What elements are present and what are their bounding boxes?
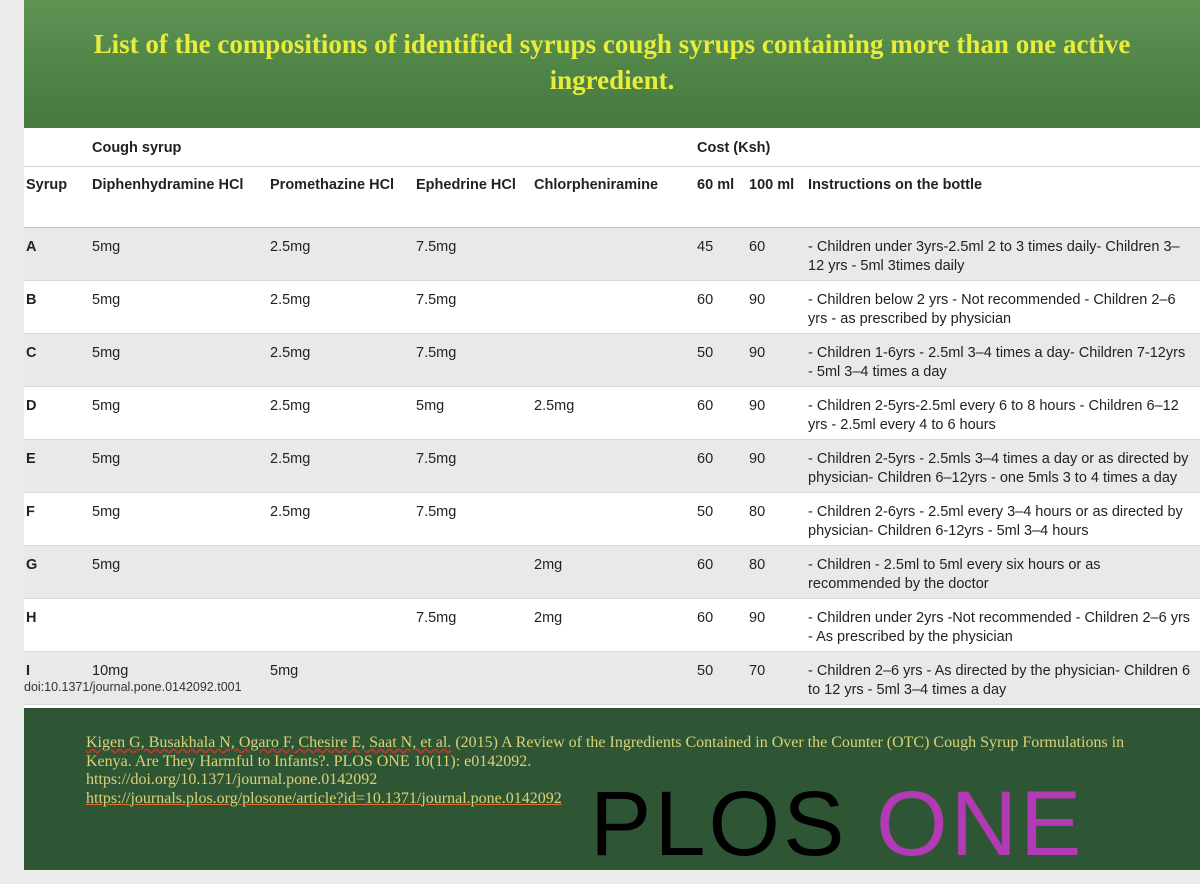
cell-instructions: - Children 2–6 yrs - As directed by the physician- Children 6 to 12 yrs - 5ml 3–4 times a day	[808, 663, 1191, 698]
slide-title: List of the compositions of identified syrups cough syrups containing more than one active ingredient.	[93, 29, 1131, 95]
cell-cost-60ml: 50	[697, 345, 714, 361]
cell-promethazine: 2.5mg	[270, 451, 311, 467]
cell-cost-100ml: 90	[749, 610, 766, 626]
cell-diphenhydramine	[92, 599, 270, 652]
cell-promethazine: 2.5mg	[270, 292, 311, 308]
cell-promethazine: 5mg	[270, 663, 299, 679]
plos-one-logo	[590, 773, 1085, 875]
cell-diphenhydramine: 5mg	[92, 451, 121, 467]
table-row	[24, 281, 1200, 334]
column-header-ephedrine: Ephedrine HCl	[416, 177, 516, 193]
cell-cost-60ml: 45	[697, 239, 714, 255]
column-header-cost-60ml: 60 ml	[697, 177, 735, 193]
cell-cost-100ml: 60	[749, 239, 766, 255]
cell-ephedrine: 7.5mg	[416, 504, 457, 520]
cell-chlorpheniramine	[534, 281, 697, 334]
cell-syrup: E	[26, 451, 36, 467]
cell-diphenhydramine: 5mg	[92, 345, 121, 361]
cell-syrup: B	[26, 292, 37, 308]
cell-syrup: I	[26, 663, 31, 679]
cell-ephedrine	[416, 546, 534, 599]
cell-cost-100ml: 90	[749, 451, 766, 467]
cell-cost-100ml: 80	[749, 557, 766, 573]
cell-cost-60ml: 60	[697, 610, 714, 626]
cell-diphenhydramine: 5mg	[92, 504, 121, 520]
cell-syrup: C	[26, 345, 37, 361]
group-header-cost: Cost (Ksh)	[697, 140, 771, 156]
cell-cost-100ml: 90	[749, 345, 766, 361]
cell-cost-100ml: 90	[749, 292, 766, 308]
table-row	[24, 493, 1200, 546]
cell-syrup: D	[26, 398, 37, 414]
table-row	[24, 599, 1200, 652]
cell-promethazine: 2.5mg	[270, 504, 311, 520]
column-header-instructions: Instructions on the bottle	[808, 177, 983, 193]
cell-syrup: H	[26, 610, 37, 626]
cell-promethazine	[270, 599, 416, 652]
table-doi: doi:10.1371/journal.pone.0142092.t001	[24, 680, 242, 694]
cell-instructions: - Children under 3yrs-2.5ml 2 to 3 times daily- Children 3–12 yrs - 5ml 3times daily	[808, 239, 1180, 274]
cell-chlorpheniramine	[534, 334, 697, 387]
cell-syrup: G	[26, 557, 38, 573]
cell-instructions: - Children under 2yrs -Not recommended - Children 2–6 yrs - As prescribed by the physician	[808, 610, 1191, 645]
cell-cost-100ml: 70	[749, 663, 766, 679]
column-header-syrup: Syrup	[26, 177, 68, 193]
cell-chlorpheniramine: 2.5mg	[534, 398, 575, 414]
logo-part-one: ONE	[876, 773, 1085, 875]
cell-instructions: - Children 2-5yrs-2.5ml every 6 to 8 hours - Children 6–12 yrs - 2.5ml every 4 to 6 hours	[808, 398, 1179, 433]
cell-promethazine: 2.5mg	[270, 398, 311, 414]
cell-instructions: - Children 2-5yrs - 2.5mls 3–4 times a day or as directed by physician- Children 6–12yrs - one 5mls 3 to 4 times a day	[808, 451, 1189, 486]
table-row	[24, 546, 1200, 599]
citation-footer	[24, 708, 1200, 875]
cell-ephedrine	[416, 652, 534, 705]
cell-cost-100ml: 80	[749, 504, 766, 520]
cell-cost-60ml: 60	[697, 398, 714, 414]
cell-chlorpheniramine	[534, 493, 697, 546]
cell-chlorpheniramine	[534, 652, 697, 705]
cell-diphenhydramine: 5mg	[92, 557, 121, 573]
citation-doi-url[interactable]: https://doi.org/10.1371/journal.pone.0142092	[86, 771, 378, 788]
column-header-row	[24, 167, 1200, 228]
cell-chlorpheniramine	[534, 440, 697, 493]
column-header-promethazine: Promethazine HCl	[270, 177, 395, 193]
cell-instructions: - Children - 2.5ml to 5ml every six hours or as recommended by the doctor	[808, 557, 1101, 592]
cell-diphenhydramine: 5mg	[92, 398, 121, 414]
table-row	[24, 440, 1200, 493]
table-row	[24, 387, 1200, 440]
cell-cost-60ml: 60	[697, 557, 714, 573]
citation-body: (2015) A Review of the Ingredients Contained in Over the Counter (OTC) Cough Syrup Formulations in Kenya. Are They Harmful to Infants?. PLOS ONE 10(11): e0142092.	[86, 734, 1125, 770]
title-banner	[24, 0, 1200, 128]
column-header-cost-100ml: 100 ml	[749, 177, 795, 193]
cell-cost-60ml: 50	[697, 504, 714, 520]
slide	[24, 0, 1200, 875]
cell-ephedrine: 7.5mg	[416, 451, 457, 467]
cell-diphenhydramine: 5mg	[92, 292, 121, 308]
cell-instructions: - Children below 2 yrs - Not recommended - Children 2–6 yrs - as prescribed by physician	[808, 292, 1176, 327]
cell-chlorpheniramine	[534, 228, 697, 281]
cell-promethazine	[270, 546, 416, 599]
cell-ephedrine: 7.5mg	[416, 239, 457, 255]
column-header-diphenhydramine: Diphenhydramine HCl	[92, 177, 244, 193]
cell-instructions: - Children 1-6yrs - 2.5ml 3–4 times a day- Children 7-12yrs - 5ml 3–4 times a day	[808, 345, 1186, 380]
cell-ephedrine: 7.5mg	[416, 345, 457, 361]
logo-part-plos: PLOS	[590, 773, 848, 875]
group-header-cough-syrup: Cough syrup	[92, 140, 182, 156]
cell-instructions: - Children 2-6yrs - 2.5ml every 3–4 hours or as directed by physician- Children 6-12yrs - 5ml 3–4 hours	[808, 504, 1183, 539]
cell-cost-60ml: 60	[697, 451, 714, 467]
composition-table	[24, 128, 1200, 705]
table-row	[24, 652, 1200, 705]
cell-ephedrine: 7.5mg	[416, 292, 457, 308]
column-header-chlorpheniramine: Chlorpheniramine	[534, 177, 659, 193]
cell-cost-60ml: 60	[697, 292, 714, 308]
cell-cost-60ml: 50	[697, 663, 714, 679]
cell-promethazine: 2.5mg	[270, 239, 311, 255]
cell-cost-100ml: 90	[749, 398, 766, 414]
table-row	[24, 334, 1200, 387]
composition-table-panel	[24, 128, 1200, 708]
cell-chlorpheniramine: 2mg	[534, 557, 563, 573]
cell-ephedrine: 5mg	[416, 398, 445, 414]
cell-diphenhydramine: 5mg	[92, 239, 121, 255]
table-row	[24, 228, 1200, 281]
cell-syrup: A	[26, 239, 37, 255]
cell-ephedrine: 7.5mg	[416, 610, 457, 626]
citation-article-link[interactable]: https://journals.plos.org/plosone/article?id=10.1371/journal.pone.0142092	[86, 789, 562, 807]
group-header-row	[24, 128, 1200, 167]
cell-diphenhydramine: 10mg	[92, 663, 129, 679]
cell-promethazine: 2.5mg	[270, 345, 311, 361]
cell-chlorpheniramine: 2mg	[534, 610, 563, 626]
citation-authors: Kigen G, Busakhala N, Ogaro F, Chesire E, Saat N, et al.	[86, 734, 452, 751]
cell-syrup: F	[26, 504, 35, 520]
